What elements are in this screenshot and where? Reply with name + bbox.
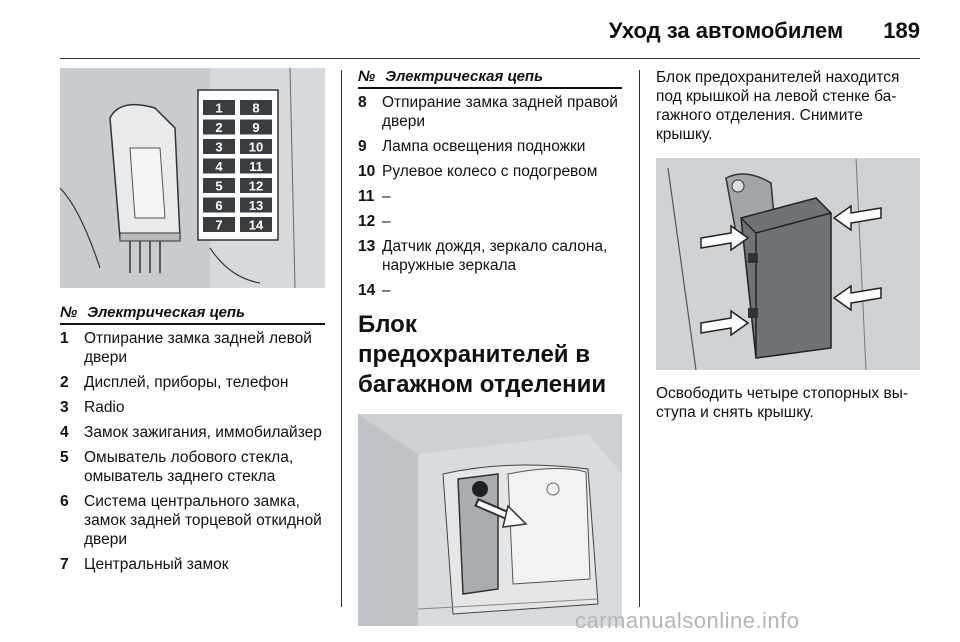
table1-col-no: № xyxy=(60,304,78,321)
table1-col-circuit: Электрическая цепь xyxy=(87,304,245,321)
fuse-label: 2 xyxy=(215,120,223,135)
table-row xyxy=(358,237,622,275)
row-text: Отпирание замка задней левой двери xyxy=(84,330,312,366)
row-text: – xyxy=(382,213,391,230)
fuse-cover-svg xyxy=(656,158,920,370)
row-number: 14 xyxy=(358,282,376,299)
fuse-label: 1 xyxy=(215,100,223,116)
fuse-label: 8 xyxy=(252,100,260,116)
table-row xyxy=(358,187,622,206)
table2-col-circuit: Электрическая цепь xyxy=(385,68,543,85)
fuse-label: 12 xyxy=(248,178,264,194)
row-number: 10 xyxy=(358,163,376,180)
row-text: Лампа освещения подножки xyxy=(382,138,586,155)
row-number: 5 xyxy=(60,449,69,466)
table1-body xyxy=(60,329,325,574)
row-text: Омыватель лобового стекла, омыватель заднего стекла xyxy=(84,449,294,485)
table2-col-no: № xyxy=(358,68,376,85)
row-number: 4 xyxy=(60,424,69,441)
row-number: 2 xyxy=(60,374,69,391)
table2-body xyxy=(358,93,622,300)
table-row xyxy=(358,281,622,300)
table-row xyxy=(60,423,325,442)
table-row xyxy=(60,492,325,549)
table1-header xyxy=(60,304,325,325)
fuse-label: 6 xyxy=(215,198,223,213)
fuse-label: 14 xyxy=(248,217,264,233)
fuse-label: 9 xyxy=(252,120,260,135)
table2-header xyxy=(358,68,622,89)
row-text: Система центрального замка, замок задней торцевой откидной двери xyxy=(84,493,322,548)
column-left xyxy=(60,68,325,580)
row-number: 11 xyxy=(358,188,375,205)
page-number: 189 xyxy=(883,18,920,43)
figure-caption: Освободить четыре стопорных вы-ступа и снять крышку. xyxy=(656,385,909,421)
table-row xyxy=(358,137,622,156)
row-text: Рулевое колесо с подогревом xyxy=(382,163,598,180)
fuse-label: 4 xyxy=(215,159,223,174)
row-number: 12 xyxy=(358,213,376,230)
table-row xyxy=(358,162,622,181)
row-number: 9 xyxy=(358,138,367,155)
trunk-illustration xyxy=(358,414,622,626)
fuse-label: 7 xyxy=(215,217,223,233)
fuse-box-illustration xyxy=(60,68,325,288)
page-header xyxy=(60,18,920,48)
row-text: Центральный замок xyxy=(84,556,229,573)
table-row xyxy=(60,448,325,486)
table-row xyxy=(358,212,622,231)
fuse-cover-illustration xyxy=(656,158,920,370)
table-row xyxy=(60,398,325,417)
row-number: 7 xyxy=(60,556,69,573)
column-divider-1 xyxy=(341,70,342,607)
intro-paragraph: Блок предохранителей находится под крышкой на левой стенке ба-гажного отделения. Снимите крышку. xyxy=(656,69,900,143)
row-number: 3 xyxy=(60,399,69,416)
row-text: Отпирание замка задней правой двери xyxy=(382,94,618,130)
page-title: Уход за автомобилем xyxy=(608,18,844,43)
section-title: Блок предохранителей в багажном отделении xyxy=(358,311,607,398)
row-text: Датчик дождя, зеркало салона, наружные зеркала xyxy=(382,238,608,274)
fuse-box-svg xyxy=(60,68,325,288)
row-number: 1 xyxy=(60,330,69,347)
fuse-label: 13 xyxy=(248,198,264,213)
table-row xyxy=(60,329,325,367)
row-text: – xyxy=(382,282,391,299)
table-row xyxy=(60,373,325,392)
fuse-label: 10 xyxy=(248,139,264,155)
header-rule xyxy=(60,58,920,59)
column-right xyxy=(656,68,920,422)
table-row xyxy=(358,93,622,131)
row-text: Radio xyxy=(84,399,125,416)
fuse-label: 5 xyxy=(215,178,223,194)
fuse-label: 11 xyxy=(249,159,263,174)
row-text: Замок зажигания, иммобилайзер xyxy=(84,424,322,441)
trunk-svg xyxy=(358,414,622,626)
table-row xyxy=(60,555,325,574)
row-number: 13 xyxy=(358,238,376,255)
row-text: Дисплей, приборы, телефон xyxy=(84,374,289,391)
row-number: 6 xyxy=(60,493,69,510)
row-number: 8 xyxy=(358,94,367,111)
column-middle xyxy=(358,68,622,626)
row-text: – xyxy=(382,188,391,205)
watermark: carmanualsonline.info xyxy=(575,608,800,633)
fuse-label: 3 xyxy=(215,139,223,155)
column-divider-2 xyxy=(639,70,640,607)
